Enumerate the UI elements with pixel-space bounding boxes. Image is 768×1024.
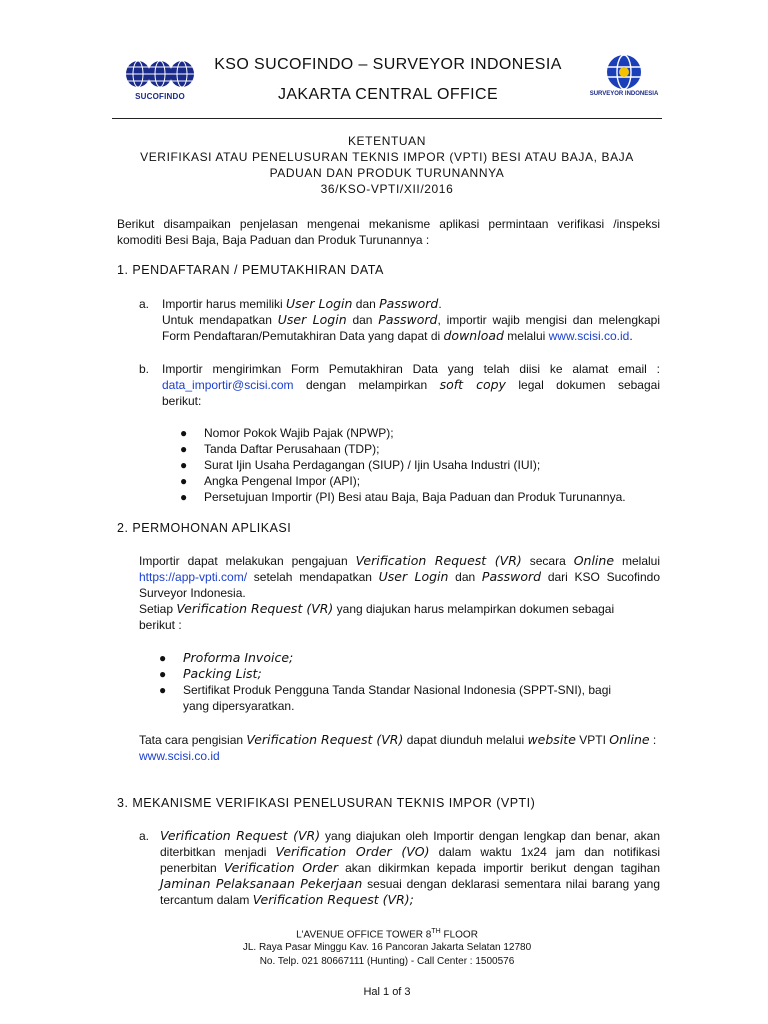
section2-p1-line5: berikut :: [139, 618, 182, 632]
bullet-icon: ●: [180, 490, 188, 504]
section2-heading: 2. PERMOHONAN APLIKASI: [117, 521, 292, 535]
email-link[interactable]: data_importir@scisi.com: [162, 378, 294, 392]
intro-line1: Berikut disampaikan penjelasan mengenai mekanisme aplikasi permintaan verifikasi /inspeksi: [117, 217, 660, 231]
bullet-icon: ●: [159, 683, 167, 697]
doc-title-line2: VERIFIKASI ATAU PENELUSURAN TEKNIS IMPOR (VPTI) BESI ATAU BAJA, BAJA: [140, 150, 634, 164]
surveyor-logo-text: SURVEYOR INDONESIA: [589, 91, 659, 97]
surveyor-globe-icon: [605, 54, 643, 90]
office-name: JAKARTA CENTRAL OFFICE: [277, 86, 499, 103]
section1-b-line3: berikut:: [162, 394, 202, 408]
section3-a-line3: penerbitan Verification Order akan dikirmkan kepada importir berikut dengan tagihan: [160, 860, 661, 875]
org-title: KSO SUCOFINDO – SURVEYOR INDONESIA: [214, 56, 562, 73]
sucofindo-globe-icon: [124, 56, 196, 92]
app-vpti-link[interactable]: https://app-vpti.com/: [139, 570, 248, 584]
section1-b-line1: Importir mengirimkan Form Pemutakhiran Data yang telah diisi ke alamat email :: [162, 362, 660, 376]
section2-p2-line2: [139, 748, 220, 764]
doc-title-line3: PADUAN DAN PRODUK TURUNANNYA: [269, 166, 505, 180]
section1-b-marker: b.: [139, 362, 150, 376]
intro-line2: komoditi Besi Baja, Baja Paduan dan Produk Turunannya :: [117, 233, 430, 247]
doc-number: 36/KSO-VPTI/XII/2016: [320, 182, 454, 196]
header-divider: [112, 118, 662, 119]
scisi-website-link[interactable]: www.scisi.co.id: [139, 749, 220, 763]
surveyor-indonesia-logo: [576, 54, 672, 100]
section2-p1-line1: Importir dapat melakukan pengajuan Verification Request (VR) secara Online melalui: [139, 553, 660, 568]
bullet-icon: ●: [180, 458, 188, 472]
bullet-icon: ●: [159, 667, 167, 681]
section1-a-marker: a.: [139, 297, 150, 311]
section3-a-marker: a.: [139, 829, 150, 843]
section3-a-line1: Verification Request (VR) yang diajukan oleh Importir dengan lengkap dan benar, akan: [160, 828, 660, 843]
bullet-icon: ●: [180, 426, 188, 440]
section3-heading: 3. MEKANISME VERIFIKASI PENELUSURAN TEKNIS IMPOR (VPTI): [117, 796, 536, 810]
section3-a-line5: tercantum dalam Verification Request (VR);: [160, 892, 414, 907]
section2-p1-line3: Surveyor Indonesia.: [139, 586, 246, 600]
section1-a-line1: Importir harus memiliki User Login dan Password.: [162, 296, 442, 311]
sucofindo-logo: [124, 56, 196, 106]
doc-title-line1: KETENTUAN: [347, 134, 427, 148]
footer-address-line2: JL. Raya Pasar Minggu Kav. 16 Pancoran Jakarta Selatan 12780: [242, 942, 532, 953]
section1-a-line3: Form Pendaftaran/Pemutakhiran Data yang dapat di download melalui www.scisi.co.id.: [162, 328, 633, 343]
bullet-icon: ●: [180, 442, 188, 456]
scisi-website-link[interactable]: www.scisi.co.id: [548, 329, 630, 343]
document-page: SUCOFINDO KSO SUCOFINDO – SURVEYOR INDONESIA JAKARTA CENTRAL OFFICE SURVEYOR INDONESIA KETENTUAN VERIFIKASI ATAU PENELUSURAN TEKNIS IMPOR (VPTI) BESI ATAU BAJA, BAJA PADUAN DAN PRODUK TURUNANNYA 36/KSO-VPTI/XII/2016 Berikut disampaikan penjelasan mengenai mekanisme aplikasi permintaan verifikasi /inspeksi komoditi Besi Baja, Baja Paduan dan Produk Turunannya : 1. PENDAFTARAN / PEMUTAKHIRAN DATA a. Importir harus memiliki User Login dan Password. Untuk mendapatkan User Login dan Password, importir wajib mengisi dan melengkapi Form Pendaftaran/Pemutakhiran Data yang dapat di download melalui www.scisi.co.id. b. Importir mengirimkan Form Pemutakhiran Data yang telah diisi ke alamat email : data_importir@scisi.com dengan melampirkan soft copy legal dokumen sebagai berikut: ● Nomor Pokok Wajib Pajak (NPWP); ● Tanda Daftar Perusahaan (TDP); ● Surat Ijin Usaha Perdagangan (SIUP) / Ijin Usaha Industri (IUI); ● Angka Pengenal Impor (API); ● Persetujuan Importir (PI) Besi atau Baja, Baja Paduan dan Produk Turunannya. 2. PERMOHONAN APLIKASI Importir dapat melakukan pengajuan Verification Request (VR) secara Online melalui https://app-vpti.com/ setelah mendapatkan User Login dan Password dari KSO Sucofindo Surveyor Indonesia. Setiap Verification Request (VR) yang diajukan harus melampirkan dokumen sebagai berikut : ● Proforma Invoice; ● Packing List; ● Sertifikat Produk Pengguna Tanda Standar Nasional Indonesia (SPPT-SNI), bagi yang dipersyaratkan. Tata cara pengisian Verification Request (VR) dapat diunduh melalui website VPTI Online : www.scisi.co.id 3. MEKANISME VERIFIKASI PENELUSURAN TEKNIS IMPOR (VPTI) a. Verification Request (VR) yang diajukan oleh Importir dengan lengkap dan benar, akan diterbitkan menjadi Verification Order (VO) dalam waktu 1x24 jam dan notifikasi penerbitan Verification Order akan dikirmkan kepada importir berikut dengan tagihan Jaminan Pelaksanaan Pekerjaan sesuai dengan deklarasi sementara nilai barang yang tercantum dalam Verification Request (VR); L'AVENUE OFFICE TOWER 8TH FLOOR JL. Raya Pasar Minggu Kav. 16 Pancoran Jakarta Selatan 12780 No. Telp. 021 80667111 (Hunting) - Call Center : 1500576 Hal 1 of 3: [0, 0, 768, 1024]
section2-p1-line4: Setiap Verification Request (VR) yang diajukan harus melampirkan dokumen sebagai: [139, 601, 615, 616]
section2-p2-line1: Tata cara pengisian Verification Request (VR) dapat diunduh melalui website VPTI Online :: [139, 732, 657, 747]
footer-contact: No. Telp. 021 80667111 (Hunting) - Call Center : 1500576: [259, 956, 515, 967]
section3-a-line2: diterbitkan menjadi Verification Order (VO) dalam waktu 1x24 jam dan notifikasi: [160, 844, 660, 859]
section1-a-line2: Untuk mendapatkan User Login dan Password, importir wajib mengisi dan melengkapi: [162, 312, 661, 327]
bullet-icon: ●: [159, 651, 167, 665]
sucofindo-logo-text: SUCOFINDO: [135, 92, 185, 101]
section1-b-line2: data_importir@scisi.com dengan melampirkan soft copy legal dokumen sebagai: [162, 377, 660, 392]
section2-p1-line2: https://app-vpti.com/ setelah mendapatkan User Login dan Password dari KSO Sucofindo: [139, 569, 660, 584]
bullet-icon: ●: [180, 474, 188, 488]
list-item-continuation: yang dipersyaratkan.: [183, 699, 295, 713]
page-number: Hal 1 of 3: [363, 986, 411, 998]
section3-a-line4: Jaminan Pelaksanaan Pekerjaan sesuai dengan deklarasi sementara nilai barang yang: [160, 876, 660, 891]
footer-address-line1: L'AVENUE OFFICE TOWER 8TH FLOOR: [296, 928, 478, 941]
section1-heading: 1. PENDAFTARAN / PEMUTAKHIRAN DATA: [117, 263, 384, 277]
